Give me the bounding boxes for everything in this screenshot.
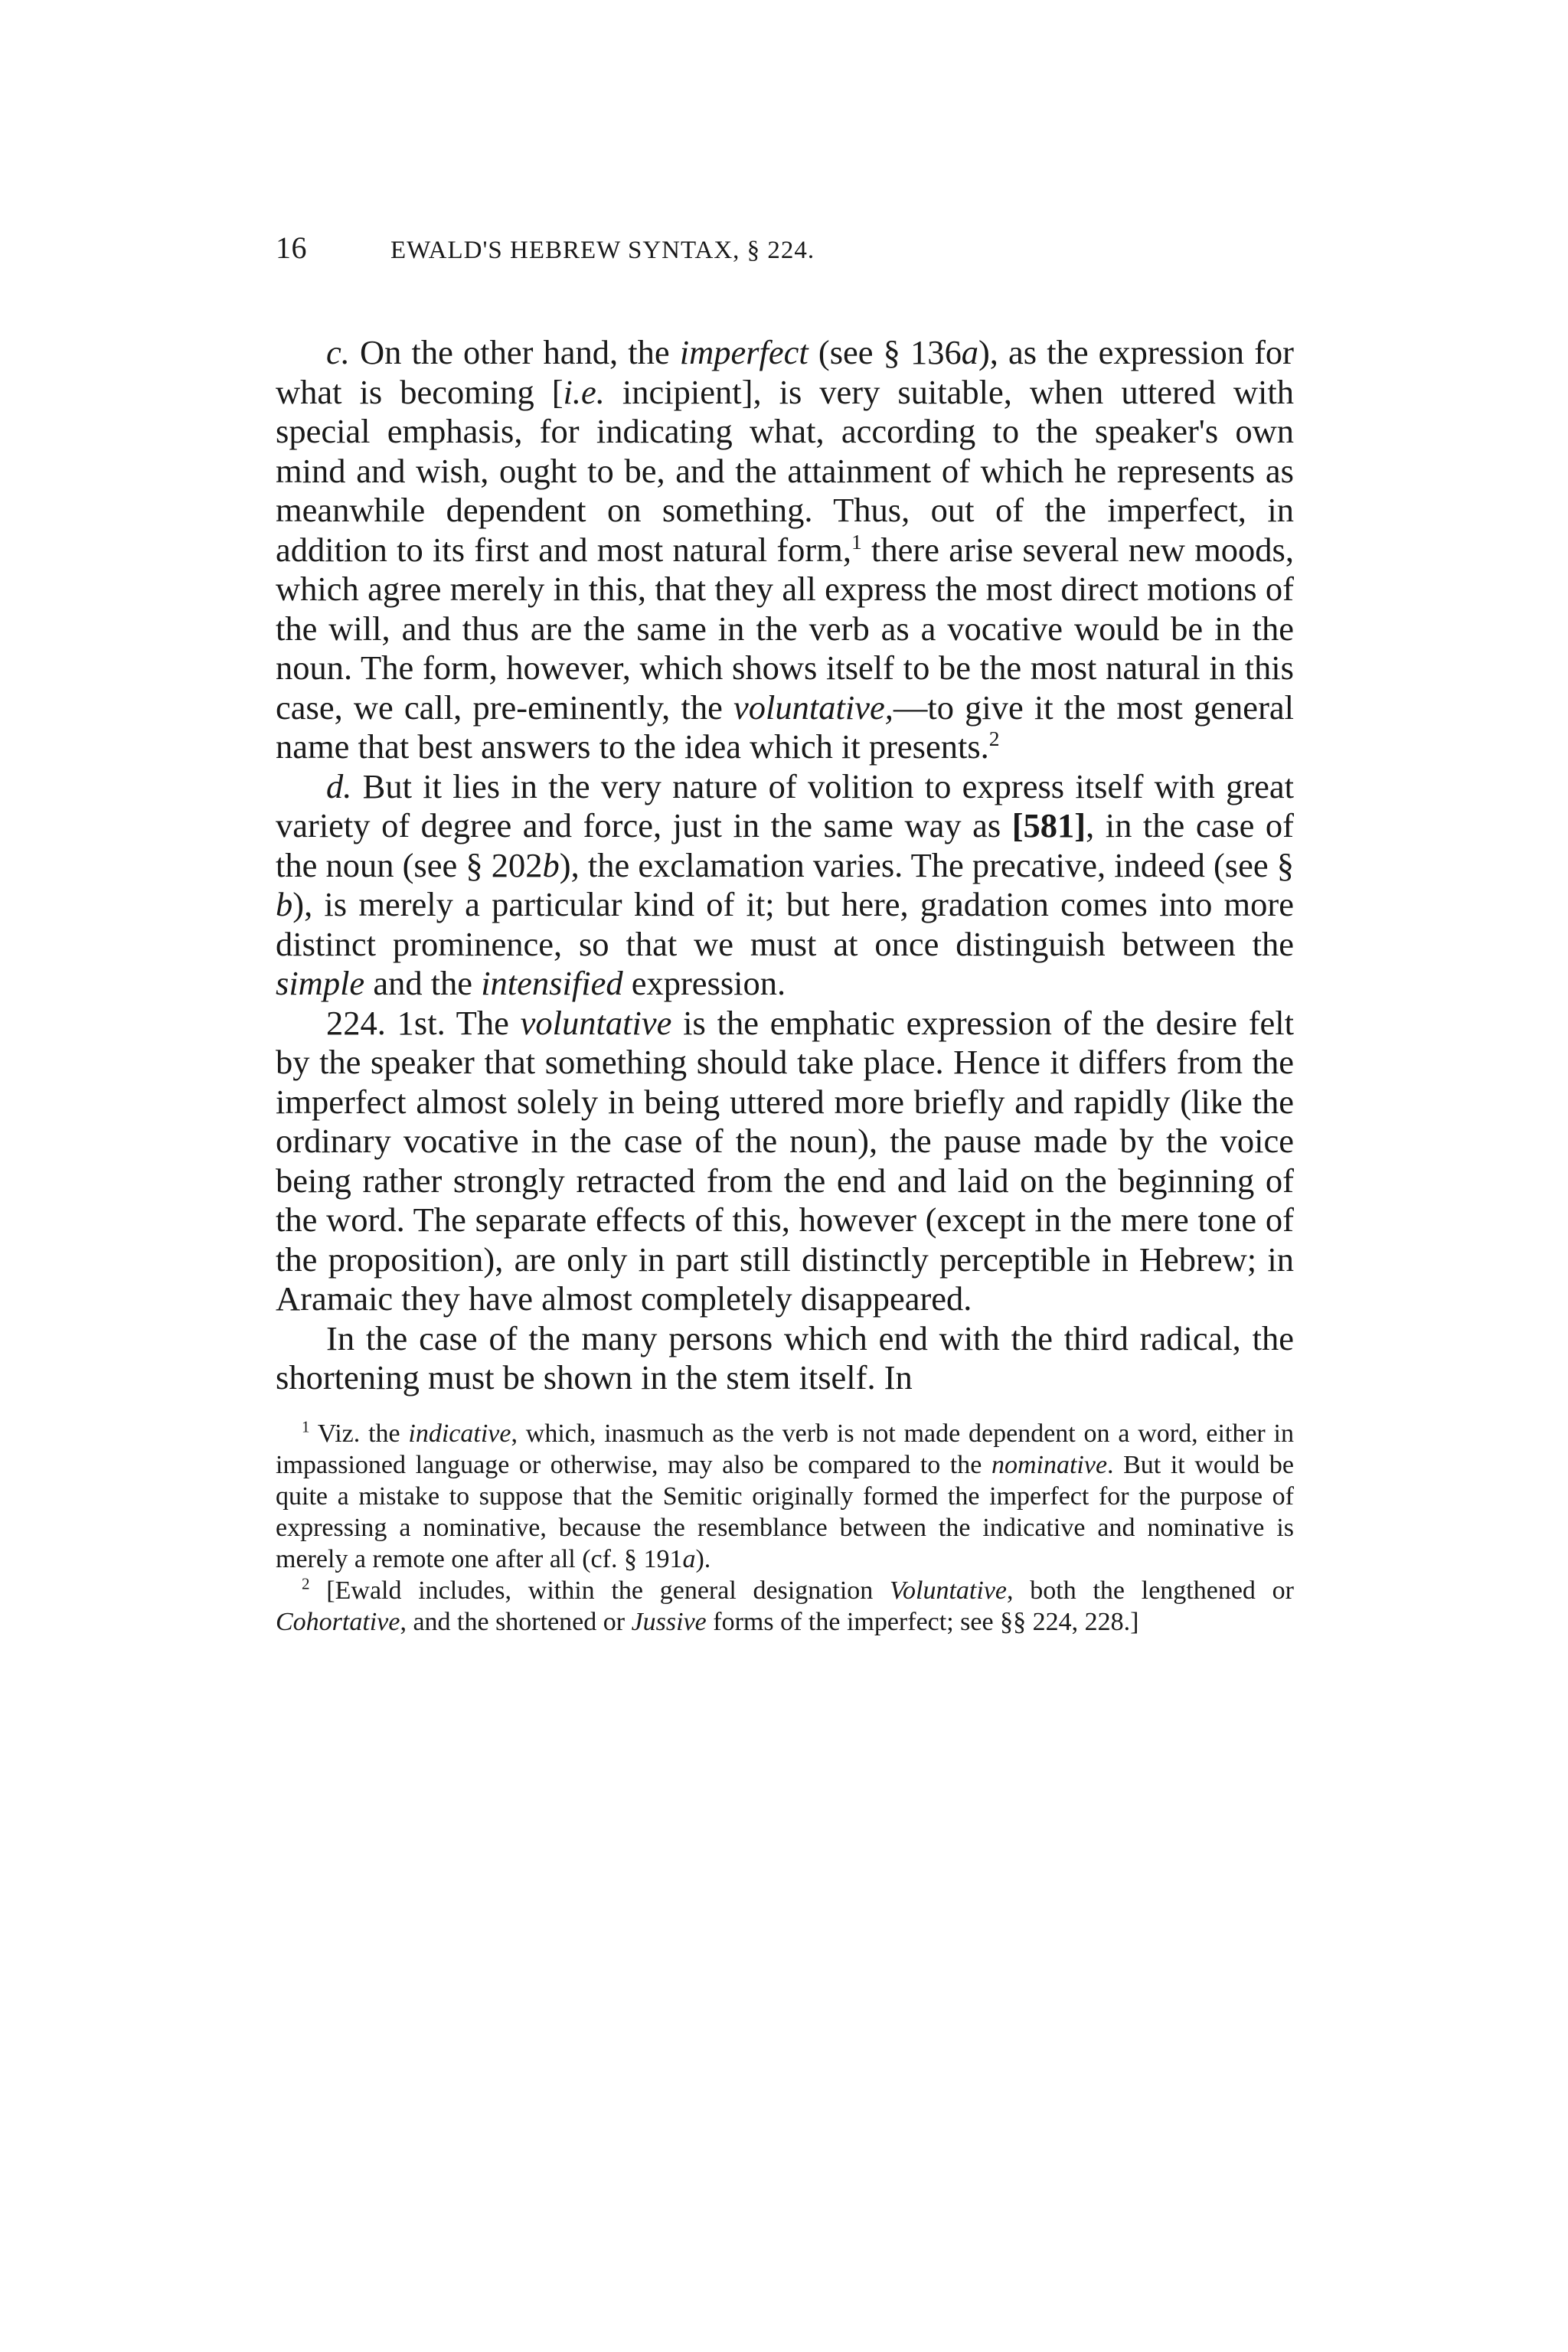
text-run: 224. 1st. The bbox=[326, 1003, 521, 1042]
paragraph-last: In the case of the many persons which end with the third radical, the shortening must be shown in the stem itself. In bbox=[276, 1318, 1294, 1396]
text-run: ), is merely a particular kind of it; but here, gradation comes into more distinct prominence, so that we must at once distinguish between the bbox=[276, 885, 1294, 963]
section-letter: d. bbox=[326, 766, 352, 805]
running-header bbox=[276, 230, 1294, 276]
emphasis: b bbox=[276, 885, 293, 923]
page-number: 16 bbox=[276, 230, 307, 265]
paragraph-d bbox=[276, 767, 1294, 1004]
text-run: incipient], is very suitable, when uttered with special emphasis, for indicating what, according to the speaker's own mind and wish, ought to be, and the attainment of which he represents as meanwhile dependent on something. Thus, out of the imperfect, in addition to its first and most natural form, bbox=[276, 372, 1294, 569]
emphasis: a bbox=[682, 1544, 696, 1573]
page-marker: [581] bbox=[1011, 806, 1086, 844]
text-run: , which, inasmuch as the verb is not made dependent on a word, either in impassioned language or otherwise, may also be compared to the bbox=[276, 1419, 1294, 1479]
emphasis: nominative bbox=[991, 1450, 1108, 1479]
text-run: expression. bbox=[622, 964, 786, 1002]
footnote-marker-1: 1 bbox=[302, 1417, 310, 1436]
text-run: there arise several new moods, which agree merely in this, that they all express the most direct motions of the will, and thus are the same in the verb as a vocative would be in the noun. The form, however, which shows itself to be the most natural in this case, we call, pre-eminently, the bbox=[276, 530, 1294, 727]
text-run: , in the case of the noun (see § 202 bbox=[276, 806, 1294, 884]
footnote-2 bbox=[276, 1575, 1294, 1638]
text-run: ), as the expression for what is becoming [ bbox=[276, 333, 1294, 411]
text-run: [Ewald includes, within the general designation bbox=[309, 1576, 890, 1605]
emphasis: indicative bbox=[408, 1419, 511, 1448]
text-run: But it lies in the very nature of volition to express itself with great variety of degree and force, just in the same way as bbox=[276, 766, 1294, 844]
text-run: . But it would be quite a mistake to suppose that the Semitic originally formed the imperfect for the purpose of expressing a nominative, because the resemblance between the indicative and nominative is merely a remote one after all (cf. § 191 bbox=[276, 1450, 1294, 1573]
footnote-marker-2: 2 bbox=[302, 1574, 310, 1593]
footnote-ref-1[interactable]: 1 bbox=[851, 529, 862, 554]
text-run: is the emphatic expression of the desire felt by the speaker that something should take place. Hence it differs from the imperfect almost solely in being uttered more briefly and rapidly (like the ordinary vocative in the case of the noun), the pause made by the voice being rather strongly retracted from the end and laid on the beginning of the word. The separate effects of this, however (except in the mere tone of the proposition), are only in part still distinctly perceptible in Hebrew; in Aramaic they have almost completely disappeared. bbox=[276, 1003, 1294, 1318]
text-run: forms of the imperfect; see §§ 224, 228.] bbox=[706, 1607, 1139, 1636]
text-run: , both the lengthened or bbox=[1007, 1576, 1294, 1605]
main-text bbox=[276, 333, 1294, 1398]
text-run: and the bbox=[364, 964, 482, 1002]
emphasis: intensified bbox=[481, 964, 623, 1002]
emphasis: imperfect bbox=[679, 333, 808, 371]
emphasis: a bbox=[961, 333, 978, 371]
book-page bbox=[276, 230, 1294, 1638]
text-run: On the other hand, the bbox=[349, 333, 680, 371]
footnotes bbox=[276, 1418, 1294, 1638]
text-run: —to give it the most general name that best answers to the idea which it presents. bbox=[276, 688, 1294, 766]
emphasis: voluntative bbox=[520, 1003, 672, 1042]
emphasis: b bbox=[542, 845, 560, 884]
emphasis: voluntative, bbox=[733, 688, 893, 727]
emphasis: Jussive bbox=[631, 1607, 707, 1636]
section-letter: c. bbox=[326, 333, 350, 371]
footnote-ref-2[interactable]: 2 bbox=[988, 727, 1000, 751]
running-title: EWALD'S HEBREW SYNTAX, § 224. bbox=[390, 237, 815, 264]
text-run: ). bbox=[695, 1544, 711, 1573]
paragraph-c bbox=[276, 333, 1294, 767]
emphasis: Voluntative bbox=[890, 1576, 1007, 1605]
paragraph-224 bbox=[276, 1004, 1294, 1319]
footnote-1 bbox=[276, 1418, 1294, 1575]
text-run: , and the shortened or bbox=[400, 1607, 632, 1636]
emphasis: i.e. bbox=[563, 372, 605, 411]
text-run: Viz. the bbox=[309, 1419, 409, 1448]
emphasis: Cohortative bbox=[276, 1607, 400, 1636]
emphasis: simple bbox=[276, 964, 365, 1002]
text-run: (see § 136 bbox=[808, 333, 962, 371]
text-run: ), the exclamation varies. The precative, indeed (see § bbox=[559, 845, 1294, 884]
